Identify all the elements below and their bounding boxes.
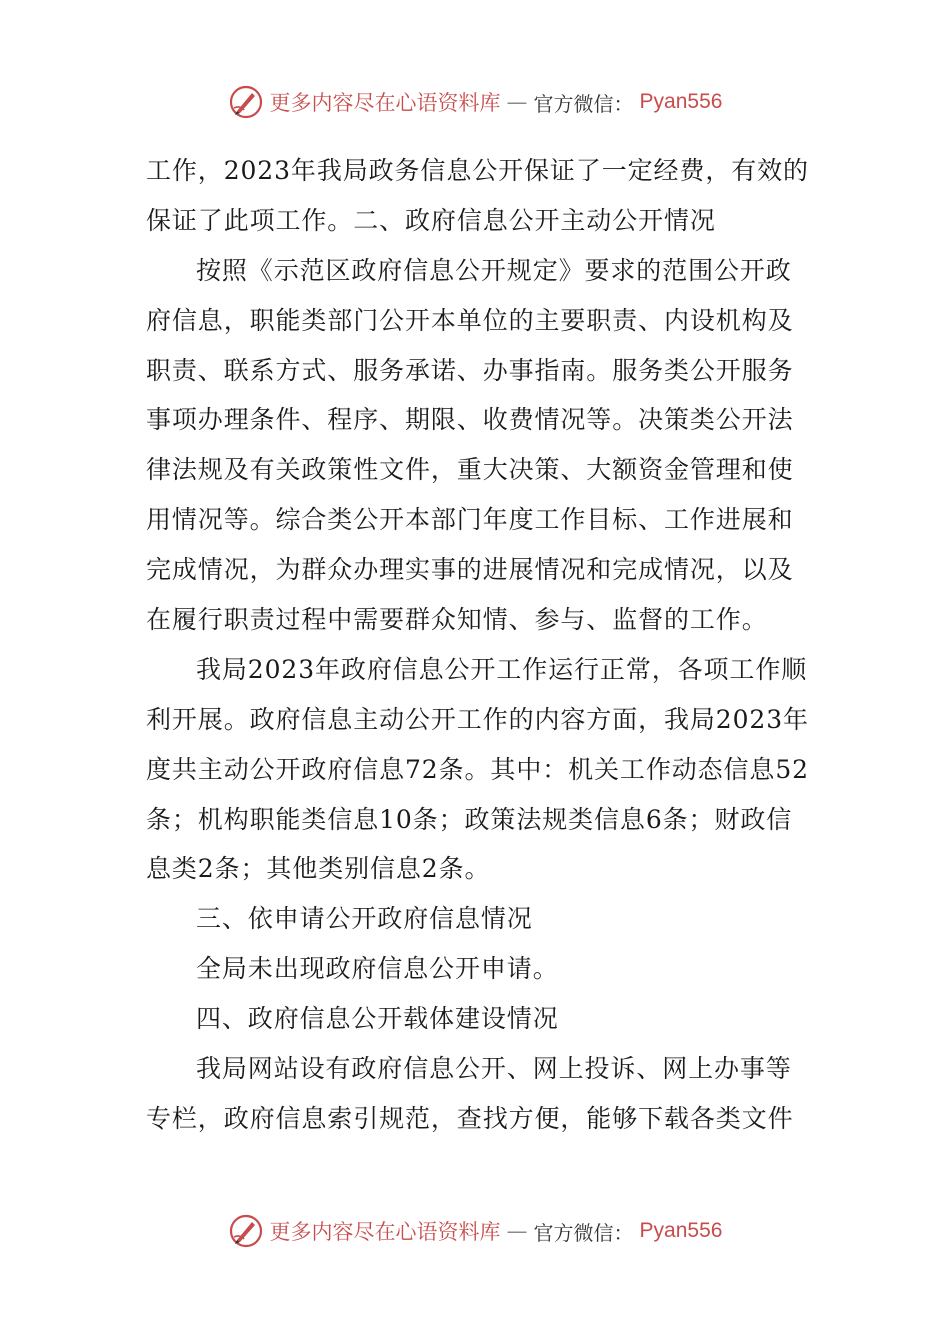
banner-wechat-id: Pyan556: [639, 1219, 723, 1242]
text-line: 全局未出现政府信息公开申请。: [196, 954, 559, 984]
text-line: 利开展。政府信息主动公开工作的内容方面，我局2023年: [146, 704, 809, 734]
text-line: 保证了此项工作。二、政府信息公开主动公开情况: [146, 205, 716, 235]
footer-watermark-banner: [0, 1211, 950, 1251]
banner-wechat-label: 官方微信：: [533, 91, 634, 116]
banner-wechat-label: 官方微信：: [533, 1220, 634, 1245]
quill-pen-logo-icon: [228, 1213, 264, 1249]
banner-title: 更多内容尽在心语资料库: [269, 91, 501, 115]
text-line: 职责、联系方式、服务承诺、办事指南。服务类公开服务: [146, 355, 794, 385]
text-line: 用情况等。综合类公开本部门年度工作目标、工作进展和: [146, 505, 794, 535]
banner-title: 更多内容尽在心语资料库: [269, 1220, 501, 1244]
text-line: 专栏，政府信息索引规范，查找方便，能够下载各类文件: [146, 1103, 794, 1133]
banner-content: [228, 1213, 723, 1249]
text-line: 事项办理条件、程序、期限、收费情况等。决策类公开法: [146, 405, 794, 435]
text-line: 条；机构职能类信息10条；政策法规类信息6条；财政信: [146, 804, 793, 834]
banner-dash: —: [506, 1219, 528, 1243]
banner-content: [228, 84, 723, 120]
header-watermark-banner: [0, 82, 950, 122]
text-line: 我局网站设有政府信息公开、网上投诉、网上办事等: [196, 1054, 792, 1084]
text-line: 工作，2023年我局政务信息公开保证了一定经费，有效的: [146, 156, 809, 185]
text-line: 息类2条；其他类别信息2条。: [146, 854, 491, 884]
text-line: 度共主动公开政府信息72条。其中：机关工作动态信息52: [146, 754, 809, 784]
text-line: 完成情况，为群众办理实事的进展情况和完成情况，以及: [146, 555, 794, 585]
banner-wechat-id: Pyan556: [639, 90, 723, 113]
text-line: 三、依申请公开政府信息情况: [196, 904, 533, 934]
text-line: 按照《示范区政府信息公开规定》要求的范围公开政: [196, 255, 792, 285]
text-line: 律法规及有关政策性文件，重大决策、大额资金管理和使: [146, 455, 794, 485]
text-line: 四、政府信息公开载体建设情况: [196, 1004, 559, 1034]
text-line: 我局2023年政府信息公开工作运行正常，各项工作顺: [196, 654, 808, 684]
text-line: 在履行职责过程中需要群众知情、参与、监督的工作。: [146, 605, 768, 635]
text-line: 府信息，职能类部门公开本单位的主要职责、内设机构及: [146, 305, 794, 335]
quill-pen-logo-icon: [228, 84, 264, 120]
banner-dash: —: [506, 90, 528, 114]
document-body: [146, 146, 809, 1144]
